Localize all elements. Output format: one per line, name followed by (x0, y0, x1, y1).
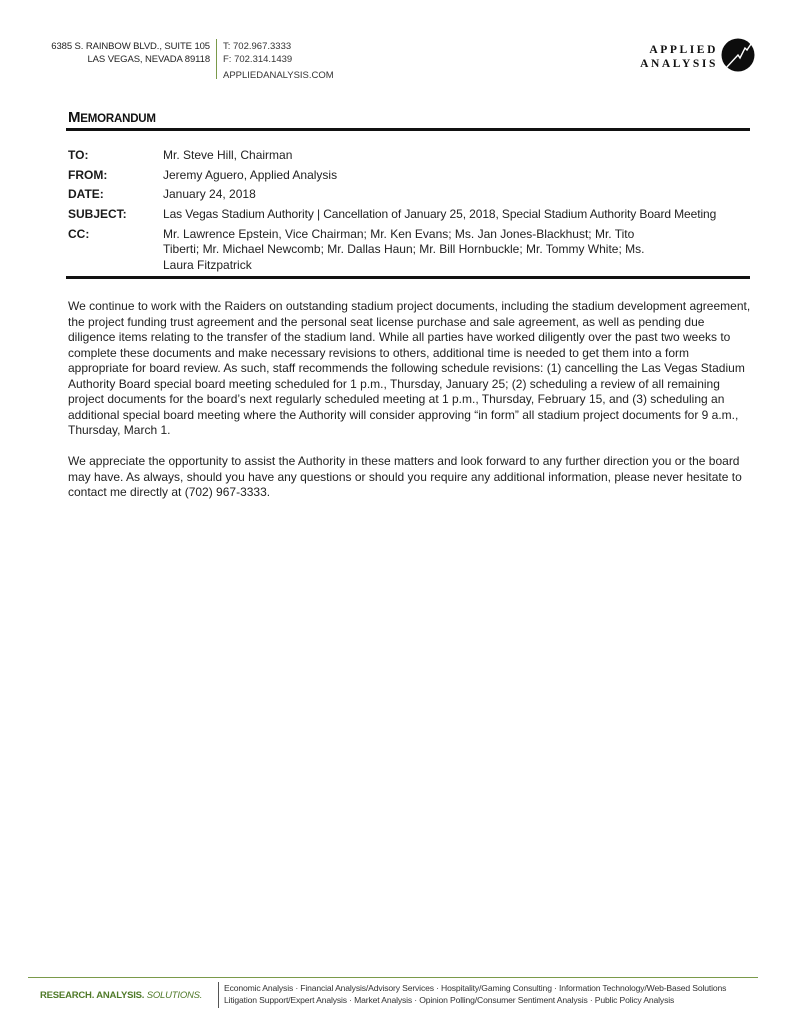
services-line-2: Litigation Support/Expert Analysis · Market Analysis · Opinion Polling/Consumer Sentiment Analysis · Public Policy Analysis (224, 994, 675, 1005)
memo-bottom-rule (66, 276, 750, 279)
header-divider (216, 39, 217, 79)
field-label: CC: (68, 226, 90, 241)
field-value: Las Vegas Stadium Authority | Cancellation of January 25, 2018, Special Stadium Authority Board Meeting (163, 207, 717, 222)
footer-tagline (40, 990, 202, 1001)
memo-top-rule (66, 128, 750, 131)
memo-title-rest: EMORANDUM (80, 113, 156, 125)
field-cc (68, 227, 758, 274)
field-from (68, 168, 758, 184)
company-contact (223, 40, 334, 82)
field-label: FROM: (68, 167, 108, 182)
field-label: SUBJECT: (68, 207, 127, 222)
field-label: TO: (68, 148, 89, 162)
body-paragraph: We continue to work with the Raiders on outstanding stadium project documents, including the stadium development agreement, the project funding trust agreement and the personal seat license purchase and sale agreement, as well as pending due diligence items relating to the transfer of the stadium land. While all parties have worked diligently over the past two weeks to complete these documents and make necessary revisions to others, additional time is needed to get them into a form appropriate for board review. As such, staff recommends the following schedule revisions: (1) cancelling the Las Vegas Stadium Authority Board special board meeting scheduled for 1 p.m., Thursday, January 25; (2) scheduling a review of all remaining project documents for the board’s next regularly scheduled meeting at 1 p.m., Thursday, February 15, and (3) scheduling an additional special board meeting where the Authority will consider approving “in form” all stadium project documents for 9 a.m., Thursday, March 1. (68, 299, 751, 437)
tagline-italic: SOLUTIONS. (146, 990, 203, 1001)
logo-word-analysis: ANALYSIS (640, 58, 718, 70)
field-to (68, 148, 758, 164)
memo-body (68, 299, 752, 516)
services-line-1: Economic Analysis · Financial Analysis/Advisory Services · Hospitality/Gaming Consulting · Information Technology/Web-Based Solutions (224, 983, 727, 993)
fax-number: F: 702.314.1439 (223, 54, 293, 65)
memo-title (68, 109, 156, 126)
company-logo (638, 38, 758, 74)
tagline-bold: RESEARCH. ANALYSIS. (40, 990, 145, 1001)
logo-word-applied: APPLIED (649, 44, 718, 56)
field-subject (68, 207, 758, 223)
field-value: January 24, 2018 (163, 187, 256, 202)
field-value: Mr. Steve Hill, Chairman (163, 148, 293, 162)
footer-vertical-divider (218, 982, 219, 1008)
body-paragraph: We appreciate the opportunity to assist the Authority in these matters and look forward to any further direction you or the board may have. As always, should you have any questions or should you require any additional information, please never hesitate to contact me directly at (702) 967-3333. (68, 454, 742, 499)
website-link[interactable]: APPLIEDANALYSIS.COM (223, 70, 334, 81)
field-date (68, 187, 758, 203)
phone-number: T: 702.967.3333 (223, 41, 292, 52)
company-address (40, 40, 210, 66)
memo-title-initial: M (68, 109, 81, 126)
field-label: DATE: (68, 187, 104, 202)
field-value: Mr. Lawrence Epstein, Vice Chairman; Mr. Ken Evans; Ms. Jan Jones-Blackhust; Mr. Tito Tiberti; Mr. Michael Newcomb; Mr. Dallas Haun; Mr. Bill Hornbuckle; Mr. Tommy White; Ms. Laura Fitzpatrick (163, 226, 645, 272)
circle-chart-icon (721, 38, 755, 72)
footer-divider (28, 977, 758, 978)
address-line-1: 6385 S. RAINBOW BLVD., SUITE 105 (51, 41, 210, 52)
memo-header-fields (68, 148, 758, 277)
footer-services (224, 983, 726, 1006)
field-value: Jeremy Aguero, Applied Analysis (163, 167, 338, 182)
address-line-2: LAS VEGAS, NEVADA 89118 (87, 54, 210, 65)
